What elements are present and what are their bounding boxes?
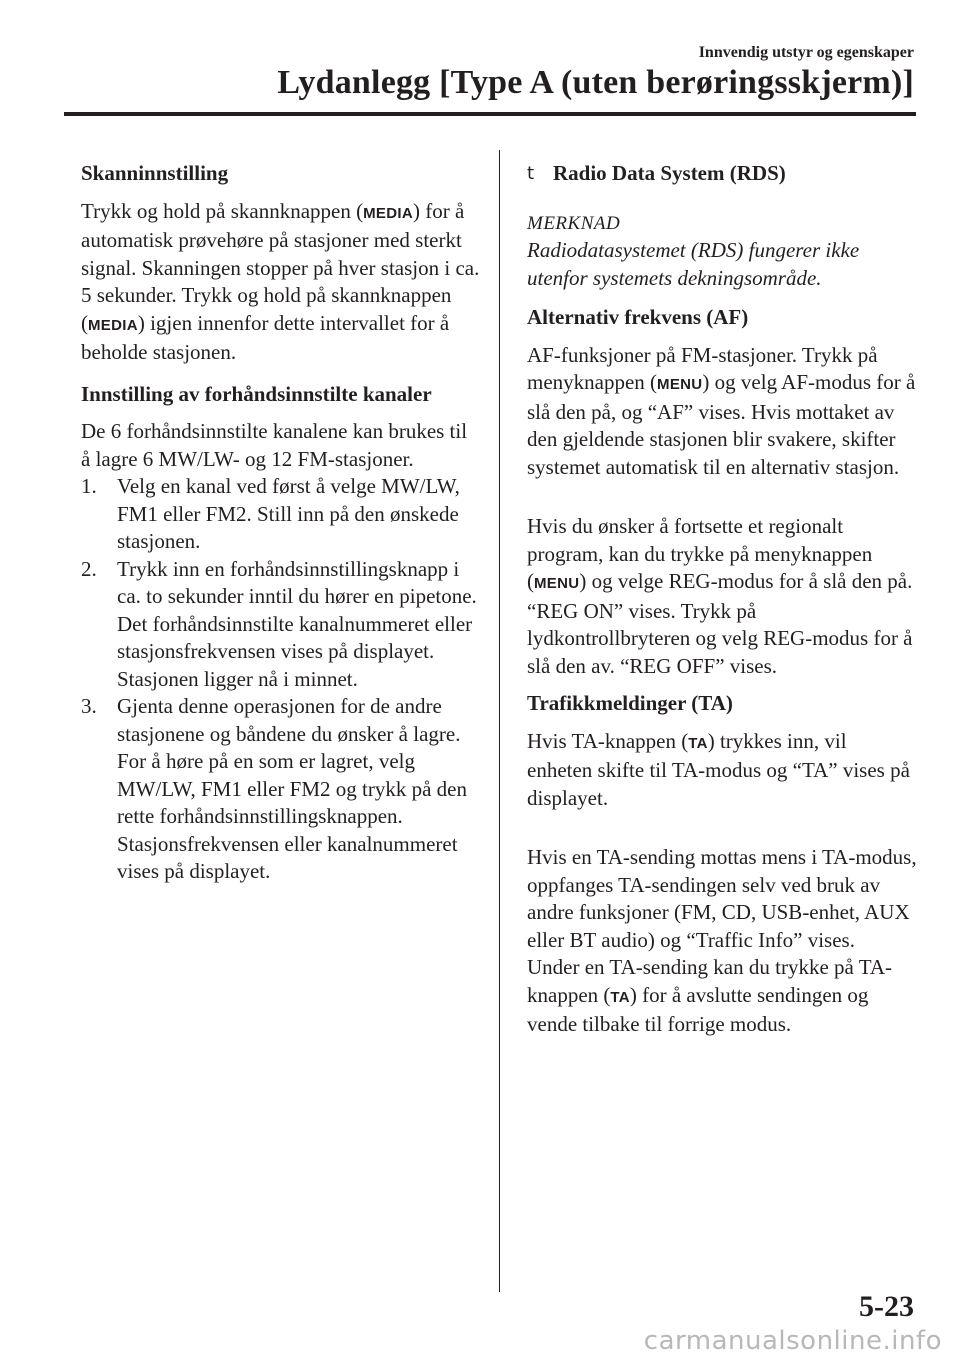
menu-key-icon: MENU — [657, 376, 703, 393]
af-paragraph-2: Hvis du ønsker å fortsette et regionalt program, kan du trykke på menyknappen (MENU) og velge REG-modus for å slå den på. “REG ON” vises. Trykk på lydkontrollbryteren og velg REG-modus for å slå den av. “REG OFF” vises. — [527, 514, 913, 678]
af-section — [527, 304, 917, 680]
preset-section — [81, 381, 481, 886]
list-item: 2. Trykk inn en forhåndsinnstillingsknapp i ca. to sekunder inntil du hører en pipetone. Det forhåndsinnstilte kanalnummeret eller stasjonsfrekvensen vises på displayet. Stasjonen ligger nå i minnet. — [81, 556, 477, 691]
ta-key-icon: TA — [688, 734, 708, 752]
rds-section — [527, 160, 917, 292]
chapter-subtitle: Innvendig utstyr og egenskaper — [698, 44, 914, 61]
note-label: MERKNAD — [527, 212, 621, 234]
menu-key-icon: MENU — [534, 575, 580, 592]
section-bullet-icon: t — [527, 163, 535, 184]
ta-paragraph-2: Hvis en TA-sending mottas mens i TA-modus, oppfanges TA-sendingen selv ved bruk av andre funksjoner (FM, CD, USB-enhet, AUX eller BT audio) og “Traffic Info” vises. — [527, 845, 917, 952]
rds-heading-row — [527, 160, 917, 188]
scan-section — [81, 160, 481, 367]
left-column — [81, 160, 481, 886]
note-text: Radiodatasystemet (RDS) fungerer ikke utenfor systemets dekningsområde. — [527, 238, 860, 290]
page-title: Lydanlegg [Type A (uten berøringsskjerm)] — [277, 64, 914, 101]
ta-section — [527, 690, 917, 1039]
af-heading: Alternativ frekvens (AF) — [527, 305, 749, 329]
media-key-icon: MEDIA — [88, 316, 138, 334]
ta-key-icon: TA — [610, 988, 630, 1006]
watermark: carmanualsonline.info — [643, 1326, 942, 1356]
af-paragraph-1: AF-funksjoner på FM-stasjoner. Trykk på menyknappen (MENU) og velg AF-modus for å slå den på, og “AF” vises. Hvis mottaket av den gjeldende stasjonen blir svakere, skifter systemet automatisk til en alternativ stasjon. — [527, 342, 916, 479]
list-item: 3. Gjenta denne operasjonen for de andre stasjonene og båndene du ønsker å lagre. For å høre på en som er lagret, velg MW/LW, FM1 eller FM2 og trykk på den rette forhåndsinnstillingsknappen. Stasjonsfrekvensen eller kanalnummeret vises på displayet. — [81, 694, 467, 883]
scan-heading: Skanninnstilling — [81, 161, 229, 185]
column-divider — [499, 150, 500, 1292]
ta-paragraph-3: Under en TA-sending kan du trykke på TA-knappen (TA) for å avslutte sendingen og vende tilbake til forrige modus. — [527, 955, 893, 1036]
scan-paragraph: Trykk og hold på skannknappen (MEDIA) for å automatisk prøvehøre på stasjoner med sterkt signal. Skanningen stopper på hver stasjon i ca. 5 sekunder. Trykk og hold på skannknappen (MEDIA) igjen innenfor dette intervallet for å beholde stasjonen. — [81, 198, 480, 364]
header-rule — [64, 112, 916, 116]
page-number: 5-23 — [859, 1290, 914, 1323]
ta-heading: Trafikkmeldinger (TA) — [527, 691, 733, 715]
preset-heading: Innstilling av forhåndsinnstilte kanaler — [81, 381, 432, 406]
ta-paragraph-1: Hvis TA-knappen (TA) trykkes inn, vil enheten skifte til TA-modus og “TA” vises på displayet. — [527, 728, 910, 810]
right-column — [527, 160, 917, 1049]
rds-heading: Radio Data System (RDS) — [553, 161, 786, 185]
preset-steps — [81, 473, 481, 886]
list-item: 1. Velg en kanal ved først å velge MW/LW, FM1 eller FM2. Still inn på den ønskede stasjonen. — [81, 474, 460, 553]
preset-intro: De 6 forhåndsinnstilte kanalene kan brukes til å lagre 6 MW/LW- og 12 FM-stasjoner. — [81, 419, 468, 471]
media-key-icon: MEDIA — [363, 204, 413, 222]
